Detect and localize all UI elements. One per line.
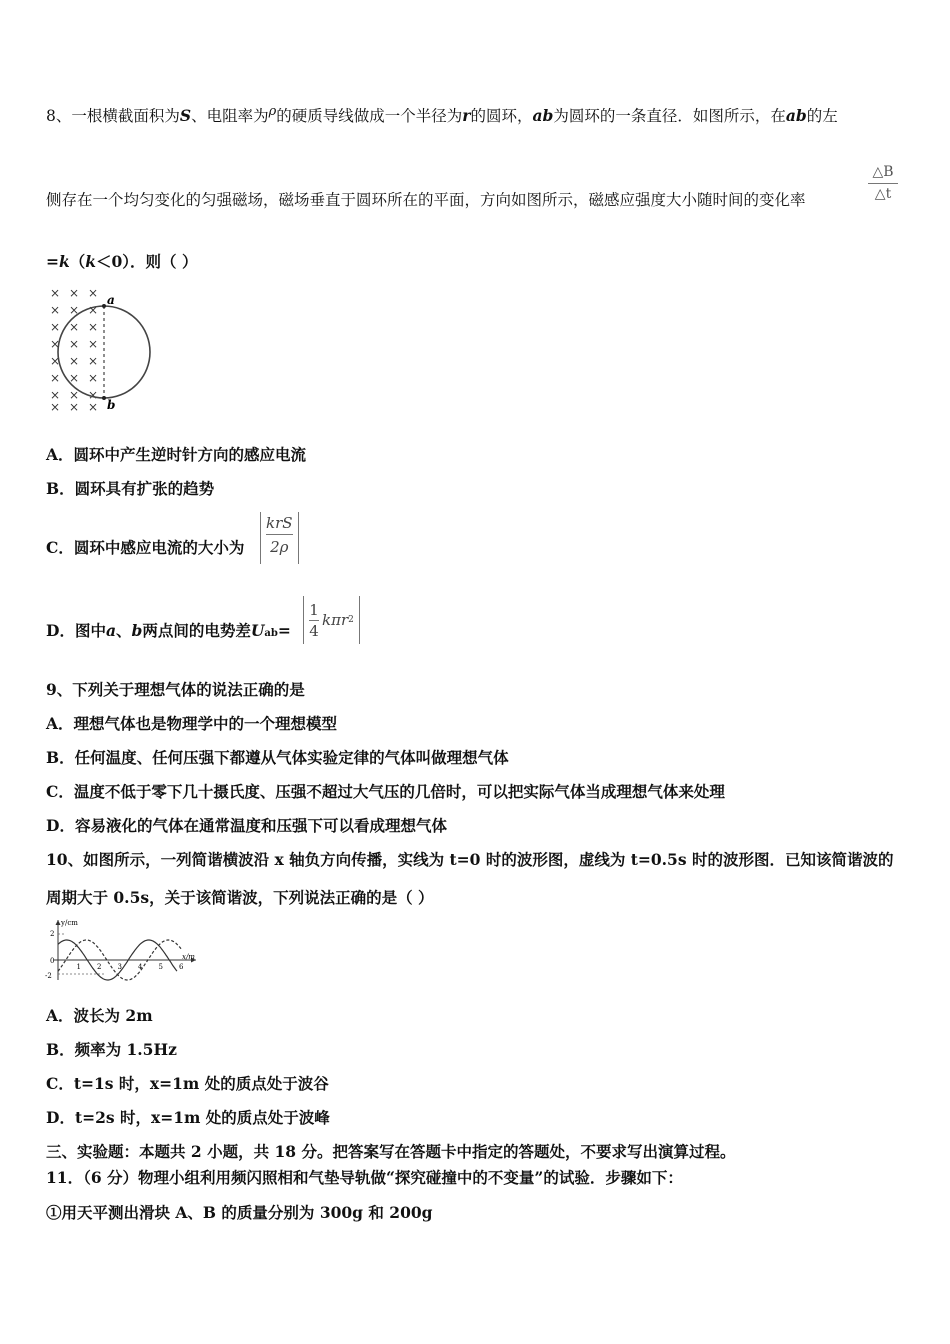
- x-tick-label: 5: [158, 963, 163, 971]
- cross: ×: [69, 388, 80, 402]
- cross: ×: [50, 354, 61, 368]
- option-text: D．t=2s 时，x=1m 处的质点处于波峰: [46, 1108, 330, 1127]
- cross: ×: [69, 400, 80, 414]
- q10-option-a: [46, 1006, 153, 1026]
- option-text: D．图中: [46, 621, 106, 640]
- section3-title: [46, 1142, 735, 1162]
- q8-option-d: [46, 621, 291, 644]
- q9-option-a: [46, 714, 337, 734]
- option-text: B．任何温度、任何压强下都遵从气体实验定律的气体叫做理想气体: [46, 748, 509, 767]
- option-text: 两点间的电势差: [142, 621, 251, 640]
- symbol-U: U: [250, 621, 265, 640]
- q8-text: 的圆环，: [470, 107, 533, 125]
- symbol-S: S: [179, 106, 192, 125]
- cross: ×: [88, 371, 99, 385]
- q9-stem: [46, 680, 305, 700]
- q9-text: 9、下列关于理想气体的说法正确的是: [46, 680, 305, 699]
- point-b: [102, 396, 106, 400]
- symbol-a: a: [105, 621, 116, 640]
- cross: ×: [50, 371, 61, 385]
- q8-option-b: [46, 479, 214, 499]
- q10-stem-line1: [46, 850, 893, 870]
- rate-denominator: △t: [874, 186, 892, 202]
- q10-text: 10、如图所示，一列简谐横波沿 x 轴负方向传播，实线为 t=0 时的波形图，虚线为 t=0.5s 时的波形图．已知该简谐波的: [46, 850, 894, 869]
- optC-numerator: krS: [266, 514, 293, 532]
- fraction-bar: [868, 183, 898, 184]
- rate-numerator: △B: [872, 164, 894, 180]
- optC-denominator: 2ρ: [270, 538, 289, 556]
- field-crosses: [50, 286, 98, 414]
- cross: ×: [88, 400, 99, 414]
- rate-fraction: [868, 163, 898, 202]
- q9-option-d: [46, 816, 447, 836]
- q8-text: 侧存在一个均匀变化的匀强磁场，磁场垂直于圆环所在的平面，方向如图所示，磁感应强度大小随时间的变化率: [46, 191, 806, 209]
- point-a: [102, 304, 106, 308]
- optC-formula: [260, 512, 299, 564]
- cross: ×: [50, 303, 61, 317]
- cross: ×: [69, 371, 80, 385]
- option-text: B．圆环具有扩张的趋势: [46, 479, 215, 498]
- option-text: C．温度不低于零下几十摄氏度、压强不超过大气压的几倍时，可以把实际气体当成理想气体来处理: [46, 782, 725, 801]
- option-text: A．理想气体也是物理学中的一个理想模型: [46, 714, 338, 733]
- q9-option-b: [46, 748, 509, 768]
- q10-stem-line2: [46, 888, 434, 908]
- cross: ×: [69, 354, 80, 368]
- optD-exponent: 2: [348, 615, 354, 625]
- option-text: C．圆环中感应电流的大小为: [46, 538, 245, 557]
- q11-stem: [46, 1168, 683, 1188]
- cross: ×: [50, 286, 61, 300]
- optD-fraction: [309, 600, 319, 641]
- x-tick-label: 2: [97, 963, 102, 971]
- y-axis-label: y/cm: [61, 919, 78, 927]
- q8-text: 为圆环的一条直径．如图所示，在: [553, 107, 786, 125]
- cross: ×: [88, 286, 99, 300]
- option-text: A．圆环中产生逆时针方向的感应电流: [46, 445, 307, 464]
- x-axis-label: x/m: [182, 953, 195, 961]
- y-axis-arrow: [56, 920, 61, 925]
- cross: ×: [88, 303, 99, 317]
- cross: ×: [88, 320, 99, 334]
- q8-text: （: [69, 252, 86, 271]
- y-tick-zero: 0: [50, 957, 55, 965]
- y-tick-top: 2: [50, 930, 55, 938]
- q8-text: 、电阻率为: [191, 107, 269, 125]
- symbol-b: b: [131, 621, 143, 640]
- optD-numerator: 1: [309, 600, 319, 619]
- q10-text: 周期大于 0.5s，关于该简谐波，下列说法正确的是（ ）: [46, 888, 434, 907]
- symbol-ab: ab: [785, 106, 807, 125]
- wave-graph: [44, 916, 204, 984]
- option-text: D．容易液化的气体在通常温度和压强下可以看成理想气体: [46, 816, 447, 835]
- q8-text: =: [46, 252, 59, 271]
- cross: ×: [50, 320, 61, 334]
- x-tick-label: 3: [117, 963, 122, 971]
- q10-option-c: [46, 1074, 329, 1094]
- cross: ×: [50, 337, 61, 351]
- q10-option-b: [46, 1040, 177, 1060]
- x-tick-label: 6: [179, 963, 184, 971]
- option-text: =: [277, 621, 291, 640]
- cross: ×: [69, 320, 80, 334]
- symbol-ab: ab: [532, 106, 554, 125]
- cross: ×: [88, 354, 99, 368]
- label-a: a: [107, 293, 115, 307]
- q8-option-c: [46, 538, 244, 558]
- x-tick-label: 4: [138, 963, 143, 971]
- subscript-ab: ab: [264, 628, 278, 639]
- ring-field-figure: [44, 282, 159, 417]
- q8-text: 8、一根横截面积为: [46, 107, 180, 125]
- q11-text: 11．（6 分）物理小组利用频闪照相和气垫导轨做“探究碰撞中的不变量”的试验．步骤如下：: [46, 1168, 683, 1187]
- cross: ×: [69, 303, 80, 317]
- q11-text: ①用天平测出滑块 A、B 的质量分别为 300g 和 200g: [46, 1203, 433, 1222]
- cross: ×: [88, 388, 99, 402]
- symbol-rho: ρ: [268, 104, 277, 119]
- section-text: 三、实验题：本题共 2 小题，共 18 分。把答案写在答题卡中指定的答题处，不要求写出演算过程。: [46, 1142, 736, 1161]
- option-text: C．t=1s 时，x=1m 处的质点处于波谷: [46, 1074, 329, 1093]
- label-b: b: [107, 398, 116, 412]
- q8-stem-line2: [46, 190, 806, 210]
- q8-text: ＜0）．则（ ）: [96, 252, 198, 271]
- option-text: A．波长为 2m: [46, 1006, 153, 1025]
- optD-formula: [303, 596, 360, 644]
- option-text: 、: [116, 621, 132, 640]
- y-tick-bottom: -2: [45, 972, 52, 980]
- option-text: B．频率为 1.5Hz: [46, 1040, 177, 1059]
- cross: ×: [50, 400, 61, 414]
- cross: ×: [69, 286, 80, 300]
- q8-text: 的硬质导线做成一个半径为: [276, 107, 463, 125]
- x-tick-label: 1: [76, 963, 81, 971]
- q8-stem-line3: [46, 252, 197, 272]
- cross: ×: [88, 337, 99, 351]
- cross: ×: [69, 337, 80, 351]
- symbol-k: k: [59, 252, 70, 271]
- optD-denominator: 4: [309, 621, 319, 640]
- q8-option-a: [46, 445, 306, 465]
- q10-option-d: [46, 1108, 330, 1128]
- symbol-r: r: [462, 106, 471, 125]
- q9-option-c: [46, 782, 725, 802]
- optD-expression: kπr: [322, 611, 349, 629]
- q8-stem-line1: [46, 102, 838, 126]
- cross: ×: [50, 388, 61, 402]
- q11-step1: [46, 1203, 433, 1223]
- symbol-k: k: [85, 252, 97, 271]
- q8-text: 的左: [806, 107, 838, 125]
